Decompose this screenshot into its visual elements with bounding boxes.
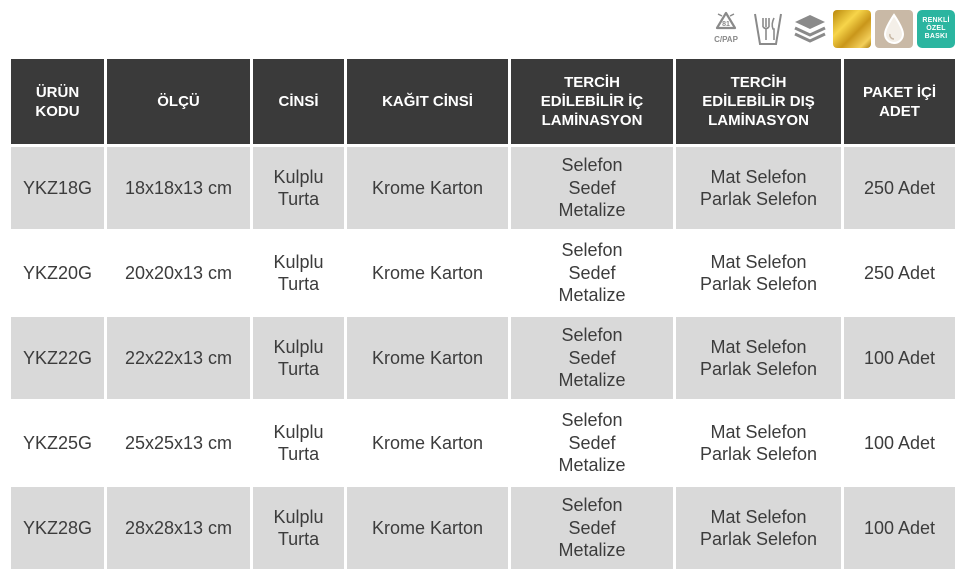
cell-urun-kodu: YKZ25G	[11, 402, 104, 484]
cell-dis-laminasyon: Mat Selefon Parlak Selefon	[676, 147, 841, 229]
header-cinsi: CİNSİ	[253, 59, 344, 144]
cell-cinsi: Kulplu Turta	[253, 487, 344, 569]
badge-line-3: BASKI	[924, 33, 948, 40]
table-row	[11, 232, 955, 314]
header-dis-laminasyon: TERCİH EDİLEBİLİR DIŞ LAMİNASYON	[676, 59, 841, 144]
food-safe-icon	[749, 10, 787, 48]
cell-cinsi: Kulplu Turta	[253, 147, 344, 229]
header-urun-kodu: ÜRÜN KODU	[11, 59, 104, 144]
cell-olcu: 25x25x13 cm	[107, 402, 250, 484]
cell-paket-ici-adet: 250 Adet	[844, 232, 955, 314]
cell-dis-laminasyon: Mat Selefon Parlak Selefon	[676, 402, 841, 484]
cell-urun-kodu: YKZ18G	[11, 147, 104, 229]
cell-paket-ici-adet: 100 Adet	[844, 402, 955, 484]
cell-dis-laminasyon: Mat Selefon Parlak Selefon	[676, 317, 841, 399]
header-ic-laminasyon: TERCİH EDİLEBİLİR İÇ LAMİNASYON	[511, 59, 673, 144]
header-olcu: ÖLÇÜ	[107, 59, 250, 144]
cell-cinsi: Kulplu Turta	[253, 232, 344, 314]
cell-urun-kodu: YKZ20G	[11, 232, 104, 314]
cell-paket-ici-adet: 100 Adet	[844, 487, 955, 569]
cell-dis-laminasyon: Mat Selefon Parlak Selefon	[676, 232, 841, 314]
cell-olcu: 22x22x13 cm	[107, 317, 250, 399]
cell-olcu: 28x28x13 cm	[107, 487, 250, 569]
table-row	[11, 147, 955, 229]
cell-kagit-cinsi: Krome Karton	[347, 487, 508, 569]
cell-paket-ici-adet: 250 Adet	[844, 147, 955, 229]
table-row	[11, 402, 955, 484]
cell-urun-kodu: YKZ22G	[11, 317, 104, 399]
cell-ic-laminasyon: Selefon Sedef Metalize	[511, 487, 673, 569]
water-drop-icon	[875, 10, 913, 48]
cell-cinsi: Kulplu Turta	[253, 402, 344, 484]
cell-paket-ici-adet: 100 Adet	[844, 317, 955, 399]
recycle-number: 81	[722, 21, 730, 28]
cell-urun-kodu: YKZ28G	[11, 487, 104, 569]
recycle-cpap-icon	[707, 10, 745, 48]
table-row	[11, 317, 955, 399]
cell-dis-laminasyon: Mat Selefon Parlak Selefon	[676, 487, 841, 569]
cell-olcu: 18x18x13 cm	[107, 147, 250, 229]
header-kagit-cinsi: KAĞIT CİNSİ	[347, 59, 508, 144]
renkli-ozel-baski-badge	[917, 10, 955, 48]
cell-cinsi: Kulplu Turta	[253, 317, 344, 399]
product-table	[8, 56, 958, 572]
cell-olcu: 20x20x13 cm	[107, 232, 250, 314]
header-row	[11, 59, 955, 144]
layers-icon	[791, 10, 829, 48]
recycle-label: C/PAP	[714, 35, 738, 44]
cell-kagit-cinsi: Krome Karton	[347, 402, 508, 484]
badge-line-1: RENKLİ	[922, 17, 950, 24]
cell-ic-laminasyon: Selefon Sedef Metalize	[511, 232, 673, 314]
cell-ic-laminasyon: Selefon Sedef Metalize	[511, 402, 673, 484]
badge-line-2: ÖZEL	[926, 25, 946, 32]
gold-foil-icon	[833, 10, 871, 48]
cell-kagit-cinsi: Krome Karton	[347, 317, 508, 399]
header-paket-ici-adet: PAKET İÇİ ADET	[844, 59, 955, 144]
cell-kagit-cinsi: Krome Karton	[347, 232, 508, 314]
cell-ic-laminasyon: Selefon Sedef Metalize	[511, 147, 673, 229]
cell-ic-laminasyon: Selefon Sedef Metalize	[511, 317, 673, 399]
table-row	[11, 487, 955, 569]
cell-kagit-cinsi: Krome Karton	[347, 147, 508, 229]
feature-icons	[707, 9, 955, 49]
